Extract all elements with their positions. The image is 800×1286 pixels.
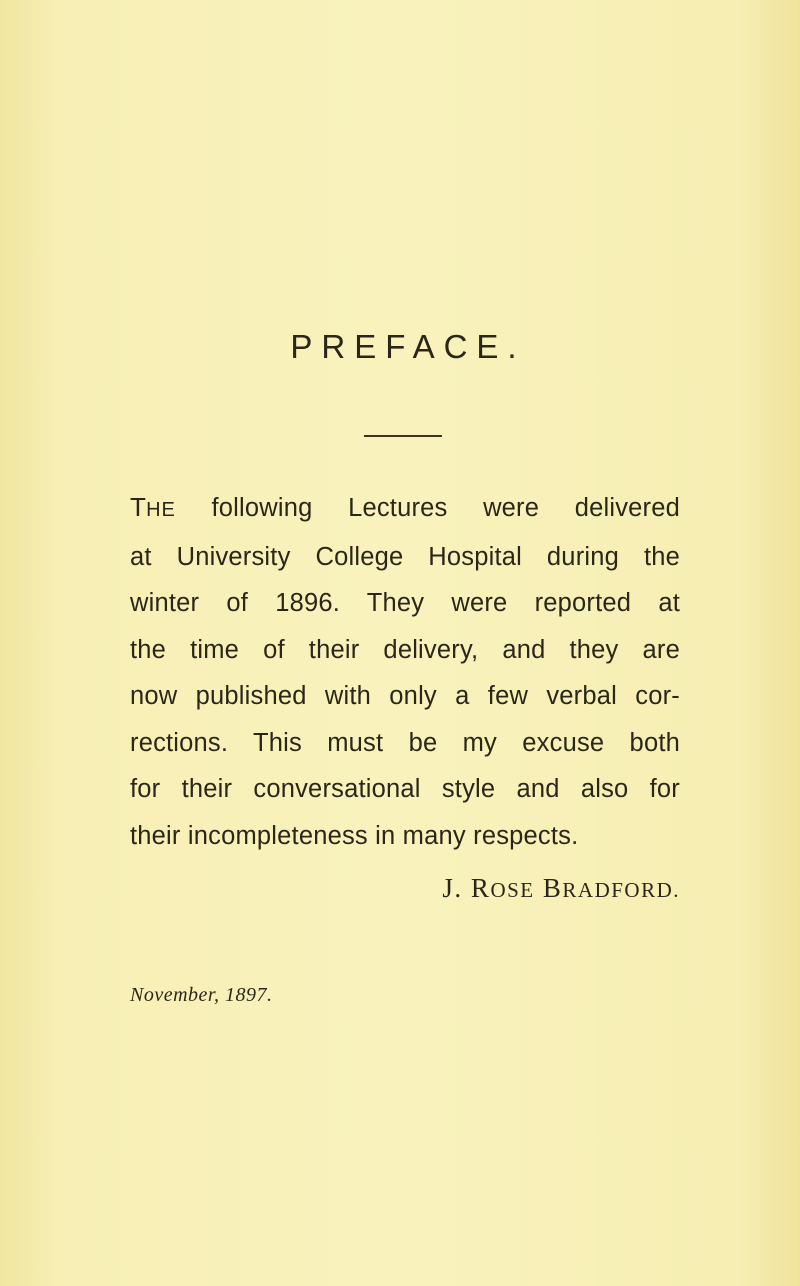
- author-signature: [442, 868, 680, 910]
- body-line-1: [130, 484, 680, 534]
- body-line-7: for their conversational style and also for: [130, 775, 680, 803]
- author-last-rest: RADFORD.: [562, 878, 680, 902]
- preface-body: [130, 484, 680, 859]
- author-first-rest: OSE: [490, 878, 535, 902]
- body-line-8: their incompleteness in many respects.: [130, 821, 579, 850]
- author-space: [535, 873, 543, 903]
- body-line-2: at University College Hospital during the: [130, 542, 680, 571]
- body-line-4: the time of their delivery, and they are: [130, 635, 680, 664]
- author-first-cap: R: [470, 873, 491, 903]
- body-line-5: now published with only a few verbal cor-: [130, 682, 680, 710]
- page-title: PREFACE.: [290, 328, 526, 365]
- author-initial: J.: [442, 873, 471, 903]
- lead-word-rest: HE: [146, 499, 176, 521]
- lead-word-initial: T: [130, 492, 147, 522]
- title-rule: [364, 435, 442, 437]
- body-line-1-text: following Lectures were delivered: [175, 494, 680, 522]
- body-line-6: rections. This must be my excuse both: [130, 728, 680, 757]
- preface-date: November, 1897.: [130, 984, 273, 1006]
- body-line-3: winter of 1896. They were reported at: [130, 589, 680, 617]
- author-last-cap: B: [542, 873, 563, 903]
